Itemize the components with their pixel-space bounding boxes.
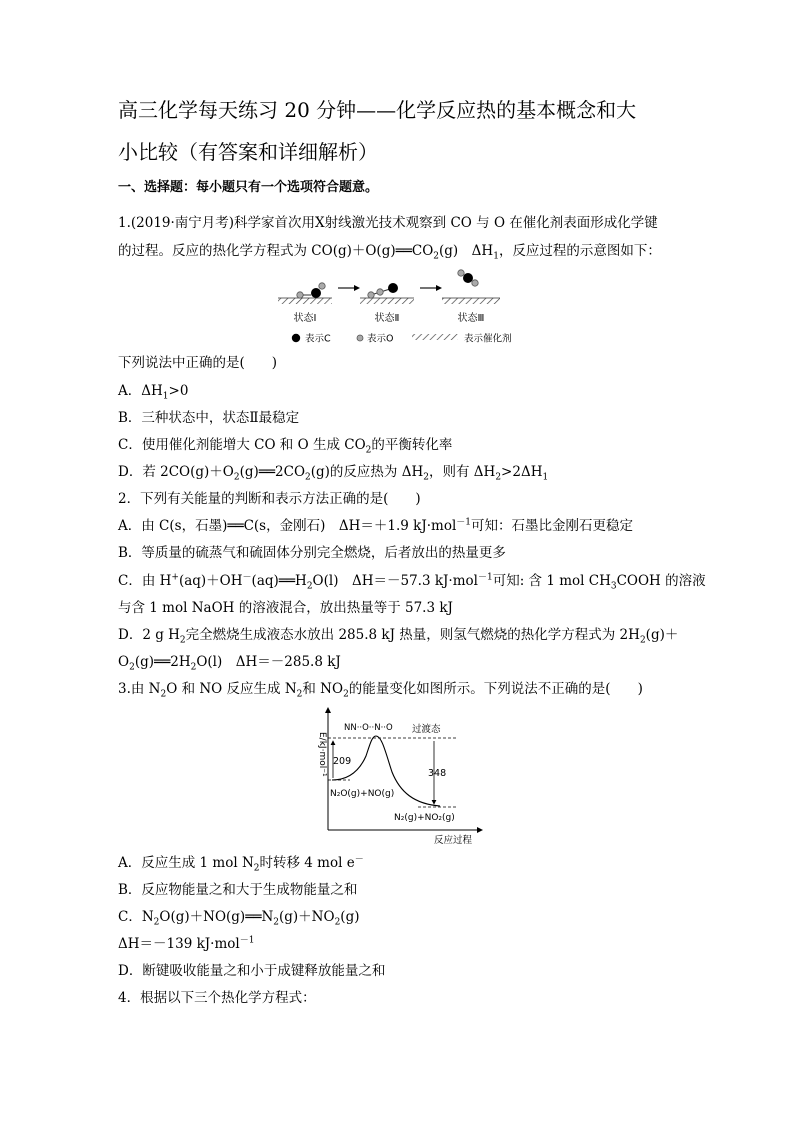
q2-option-c-line2: 与含 1 mol NaOH 的溶液混合，放出热量等于 57.3 kJ [118,600,453,616]
q2-option-a: A．由 C(s，石墨)══C(s，金刚石) ΔH＝＋1.9 kJ·mol$^{-1}$可知：石墨比金刚石更稳定 [118,517,634,534]
oxygen-atom-1 [297,292,303,298]
q3-energy-diagram [306,704,492,846]
ea-reverse-label: 348 [428,768,447,779]
q2-option-d-line1: D．2 g $H_2$完全燃烧生成液态水放出 285.8 kJ 热量，则氢气燃烧的热化学方程式为 $2H_2(g)+$ [118,627,679,646]
q1-option-c: C．使用催化剂能增大 CO 和 O 生成 $CO_2$的平衡转化率 [118,437,453,456]
y-axis-label: E/kJ·mol⁻¹ [317,732,327,777]
q1-process-figure [272,264,532,348]
legend-carbon-dot [292,334,300,342]
legend-catalyst-swatch [412,334,458,340]
legend-oxygen-dot [357,335,363,341]
legend-carbon-label: 表示C [305,333,331,345]
transition-state-label: 过渡态 [412,724,441,735]
q3-prompt: 3.由 $N_2O$ 和 NO 反应生成 $N_2$和 $NO_2$的能量变化如图所示。下列说法不正确的是( ) [118,681,643,700]
page-title: 高三化学每天练习 20 分钟——化学反应热的基本概念和大 [118,98,637,122]
catalyst-surface-3 [442,298,500,304]
page-title-line2: 小比较（有答案和详细解析） [118,140,378,164]
arrow-1 [354,285,360,291]
q3-option-b: B．反应物能量之和大于生成物能量之和 [118,882,358,898]
legend-catalyst-label: 表示催化剂 [464,333,512,345]
q1-option-d: D．若 $2CO(g)+O_2(g)══2CO_2(g)$的反应热为 $\Delta H_2$，则有 $\Delta H_2>2\Delta H_1$ [118,464,549,483]
catalyst-surface-1 [278,298,332,304]
q4-prompt: 4．根据以下三个热化学方程式： [118,990,316,1006]
q2-option-b: B．等质量的硫蒸气和硫固体分别完全燃烧，后者放出的热量更多 [118,545,506,561]
q3-option-a: A．反应生成 1 mol $N_2$时转移 4 mol e－ [118,854,364,874]
state-3-label: 状态Ⅲ [457,313,485,324]
legend-oxygen-label: 表示O [367,333,394,345]
carbon-atom-2 [388,283,398,293]
q1-prompt: 下列说法中正确的是( ) [118,355,278,371]
state-2-label: 状态Ⅱ [374,313,400,324]
x-axis-label: 反应过程 [434,835,473,846]
q1-stem-line1: 1.(2019·南宁月考)科学家首次用X射线激光技术观察到 CO 与 O 在催化剂表面形成化学键 [118,215,658,231]
transition-state-structure: NN··O··N··O [344,723,393,733]
section-heading: 一、选择题：每小题只有一个选项符合题意。 [118,180,379,195]
state-1-label: 状态Ⅰ [293,313,317,324]
arrow-2 [436,285,442,291]
q1-option-b: B．三种状态中，状态Ⅱ最稳定 [118,410,300,426]
q3-option-c-line1: C．$N_2O(g)+NO(g)══N_2(g)+NO_2(g)$ [118,909,360,928]
oxygen-atom-3b [472,280,478,286]
catalyst-surface-2 [360,298,414,304]
carbon-atom-1 [311,288,321,298]
q2-option-c-line1: C．由 $H^+(aq)+OH^-(aq)══H_2O(l)$ ΔH＝－57.3 kJ·mol$^{-1}$可知: 含 1 mol $CH_3COOH$ 的溶液 [118,572,706,592]
q2-option-d-line2: $O_2(g)══2H_2O(l)$ ΔH＝－285.8 kJ [118,654,341,673]
q2-prompt: 2．下列有关能量的判断和表示方法正确的是( ) [118,491,421,507]
ea-forward-label: 209 [333,756,352,767]
q1-stem-line2: 的过程。反应的热化学方程式为 $CO(g)+O(g)══CO_2(g)$ $\Delta H_1$，反应过程的示意图如下： [118,243,661,262]
oxygen-atom-3a [458,270,464,276]
reactants-label: N₂O(g)+NO(g) [330,789,395,799]
oxygen-atom-2 [368,292,374,298]
products-label: N₂(g)+NO₂(g) [394,813,455,823]
carbon-atom-3 [463,273,473,283]
q3-option-d: D．断键吸收能量之和小于成键释放能量之和 [118,963,386,979]
q3-option-c-line2: ΔH＝－139 kJ·mol$^{-1}$ [118,935,255,952]
q1-option-a: A．$\Delta H_1>0$ [118,383,189,402]
